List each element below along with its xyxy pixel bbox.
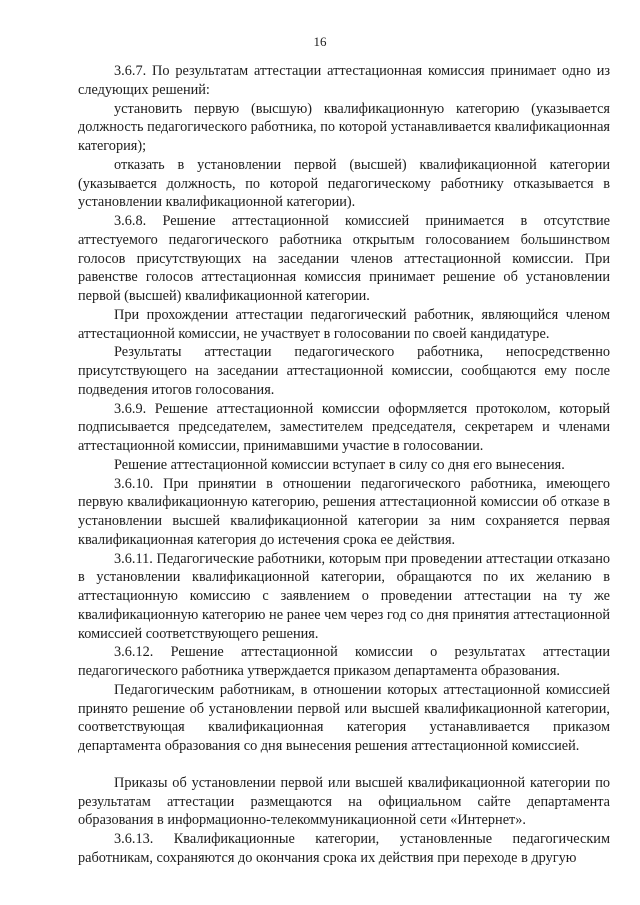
paragraph-3-6-7: 3.6.7. По результатам аттестации аттестационная комиссия принимает одно из следующих решений:: [78, 63, 610, 98]
paragraph-3-6-13: 3.6.13. Квалификационные категории, установленные педагогическим работникам, сохраняются до окончания срока их действия при переходе в другую: [78, 831, 610, 866]
paragraph-orders-published: Приказы об установлении первой или высшей квалификационной категории по результатам аттестации размещаются на официальном сайте департамента образования в информационно-телекоммуникационной сети «Интернет».: [78, 774, 610, 829]
paragraph-decision-grant: установить первую (высшую) квалификационную категорию (указывается должность педагогического работника, по которой устанавливается квалификационная категория);: [78, 100, 610, 154]
page-number: 16: [313, 34, 327, 49]
paragraph-decision-refuse: отказать в установлении первой (высшей) квалификационной категории (указывается должность, по которой педагогическому работнику отказывается в установлении квалификационной категории).: [78, 156, 610, 211]
document-body: [78, 62, 610, 868]
paragraph-member-voting: При прохождении аттестации педагогический работник, являющийся членом аттестационной комиссии, не участвует в голосовании по своей кандидатуре.: [78, 306, 610, 342]
paragraph-category-established: Педагогическим работникам, в отношении которых аттестационной комиссией принято решение об установлении первой или высшей квалификационной категории, соответствующая квалификационная категория устанавливается приказом департамента образования со дня вынесения решения аттестационной комиссией.: [78, 681, 610, 754]
paragraph-3-6-9: 3.6.9. Решение аттестационной комиссии оформляется протоколом, который подписывается председателем, заместителем председателя, секретарем и членами аттестационной комиссии, принимавшими участие в голосовании.: [78, 400, 610, 454]
paragraph-results-announcement: Результаты аттестации педагогического работника, непосредственно присутствующего на заседании аттестационной комиссии, сообщаются ему после подведения итогов голосования.: [78, 344, 610, 398]
paragraph-3-6-10: 3.6.10. При принятии в отношении педагогического работника, имеющего первую квалификационную категорию, решения аттестационной комиссии об отказе в установлении высшей квалификационной категории за ним сохраняется первая квалификационная категория до истечения срока ее действия.: [78, 475, 610, 548]
paragraph-3-6-12: 3.6.12. Решение аттестационной комиссии о результатах аттестации педагогического работника утверждается приказом департамента образования.: [78, 644, 610, 679]
paragraph-3-6-11: 3.6.11. Педагогические работники, которым при проведении аттестации отказано в установлении квалификационной категории, обращаются по их желанию в аттестационную комиссию с заявлением о проведении аттестации на ту же квалификационную категорию не ранее чем через год со дня принятия аттестационной комиссией соответствующего решения.: [78, 550, 610, 642]
paragraph-3-6-8: 3.6.8. Решение аттестационной комиссией принимается в отсутствие аттестуемого педагогического работника открытым голосованием большинством голосов присутствующих на заседании членов аттестационной комиссии. При равенстве голосов аттестационная комиссия принимает решение об установлении первой (высшей) квалификационной категории.: [78, 213, 610, 304]
paragraph-decision-effective: Решение аттестационной комиссии вступает в силу со дня его вынесения.: [114, 456, 565, 473]
